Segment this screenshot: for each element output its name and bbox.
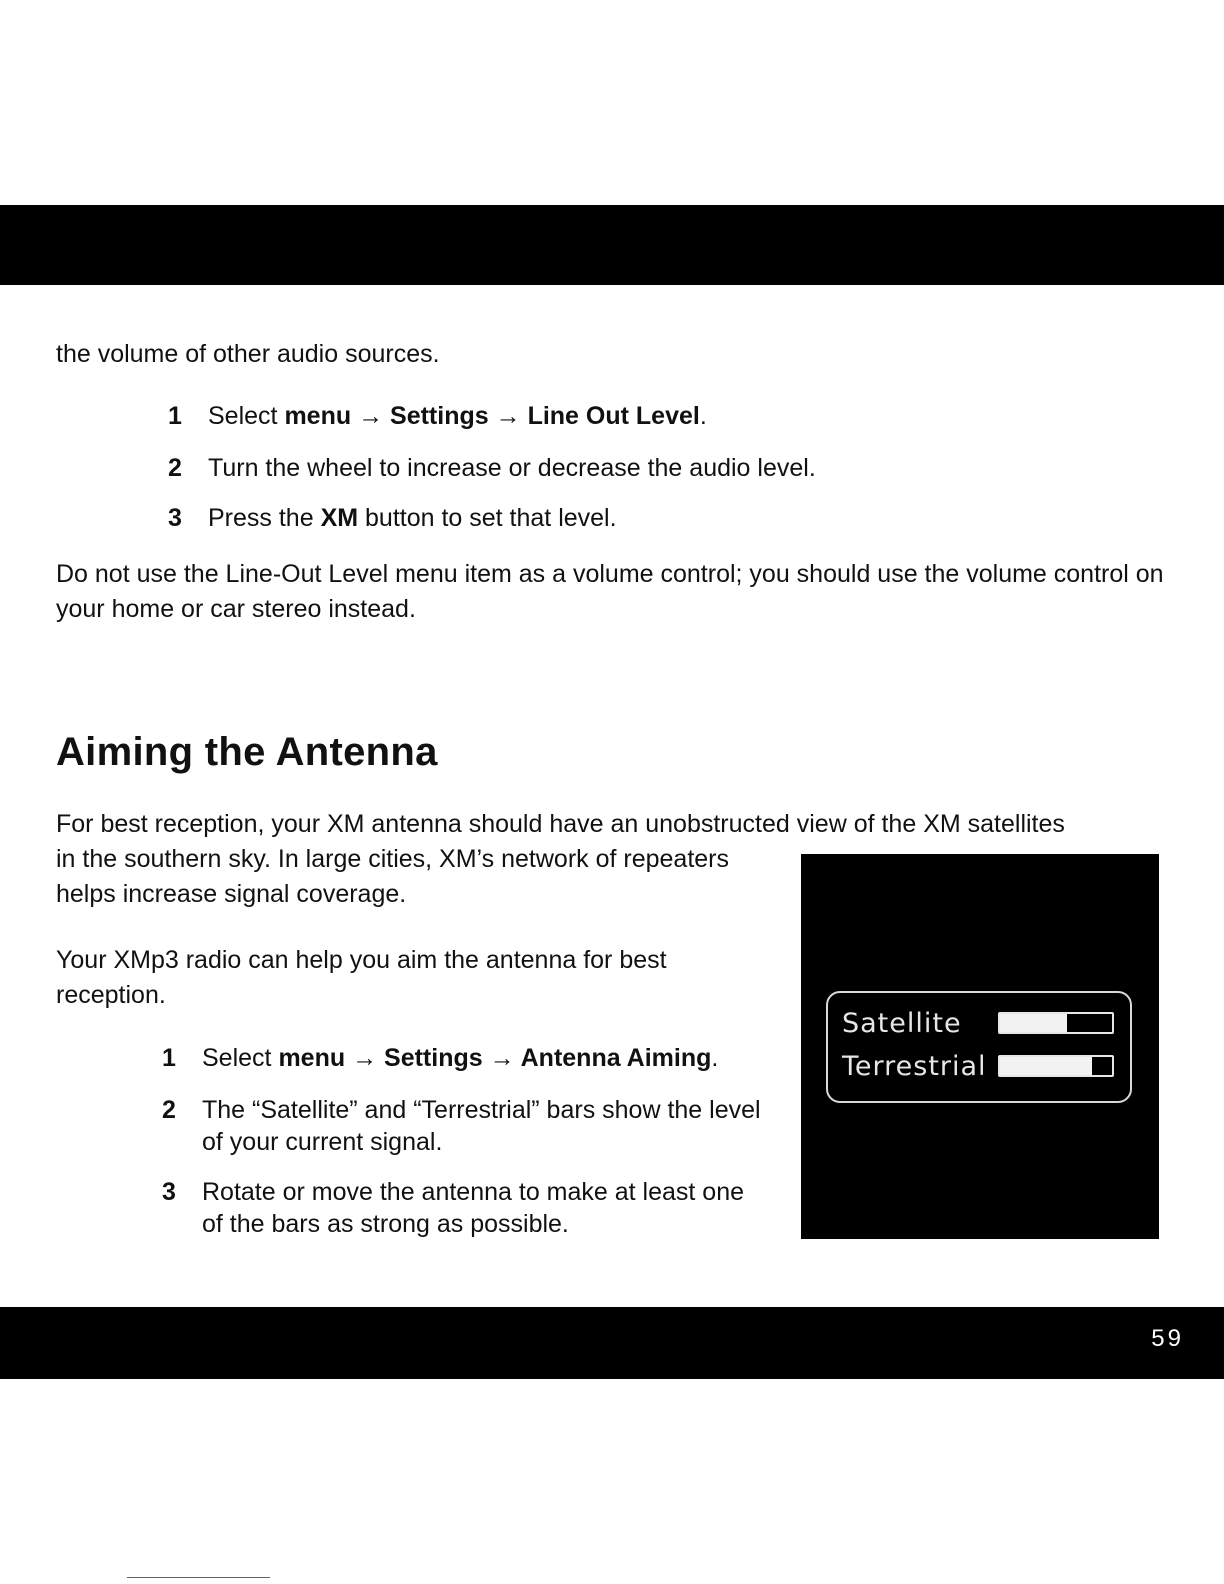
device-screen-illustration [801,854,1159,1239]
section-heading: Aiming the Antenna [56,730,438,774]
arrow-icon: → [351,402,391,430]
line-out-level-term: Line Out Level [527,402,700,430]
arrow-icon: → [345,1044,385,1072]
settings-term: Settings [384,1044,483,1072]
step-number: 3 [168,504,182,532]
antenna-para-1-line-2: in the southern sky. In large cities, XM’s network of repeaters [56,845,729,873]
step-text-line-1: Rotate or move the antenna to make at least one [202,1178,745,1206]
terrestrial-signal-fill [1000,1057,1092,1075]
step-text-line-1: The “Satellite” and “Terrestrial” bars show the level [202,1096,761,1124]
antenna-para-2-line-1: Your XMp3 radio can help you aim the antenna for best [56,946,667,974]
step-text-line-2: of your current signal. [202,1128,443,1156]
continued-text: the volume of other audio sources. [56,340,440,368]
terrestrial-meter-row [842,1047,1122,1087]
footer-band [0,1307,1224,1379]
line-out-note: Do not use the Line-Out Level menu item as a volume control; you should use the volume control on your home or car stereo instead. [56,560,1164,623]
footer-rule [127,1577,270,1578]
step-number: 3 [162,1178,176,1206]
terrestrial-label: Terrestrial [842,1051,987,1082]
satellite-label: Satellite [842,1008,962,1039]
menu-term: menu [284,402,352,430]
signal-meter-panel [826,991,1132,1103]
step-number: 2 [168,454,182,482]
step-number: 1 [168,402,182,430]
menu-term: menu [278,1044,346,1072]
antenna-para-1-line-3: helps increase signal coverage. [56,880,407,908]
satellite-meter-row [842,1004,1122,1044]
step-number: 1 [162,1044,176,1072]
satellite-signal-fill [1000,1014,1067,1032]
settings-term: Settings [390,402,489,430]
page-number: 59 [1151,1325,1184,1352]
step-text: Turn the wheel to increase or decrease the audio level. [208,454,816,482]
terrestrial-signal-bar [998,1055,1114,1077]
step-text-line-2: of the bars as strong as possible. [202,1210,569,1238]
arrow-icon: → [482,1044,521,1072]
satellite-signal-bar [998,1012,1114,1034]
arrow-icon: → [488,402,528,430]
antenna-aiming-term: Antenna Aiming [520,1044,712,1072]
antenna-para-1-line-1: For best reception, your XM antenna should have an unobstructed view of the XM satellites [56,810,1065,838]
xm-button-term: XM [320,504,359,532]
header-band [0,205,1224,285]
antenna-para-2-line-2: reception. [56,981,166,1009]
step-number: 2 [162,1096,176,1124]
